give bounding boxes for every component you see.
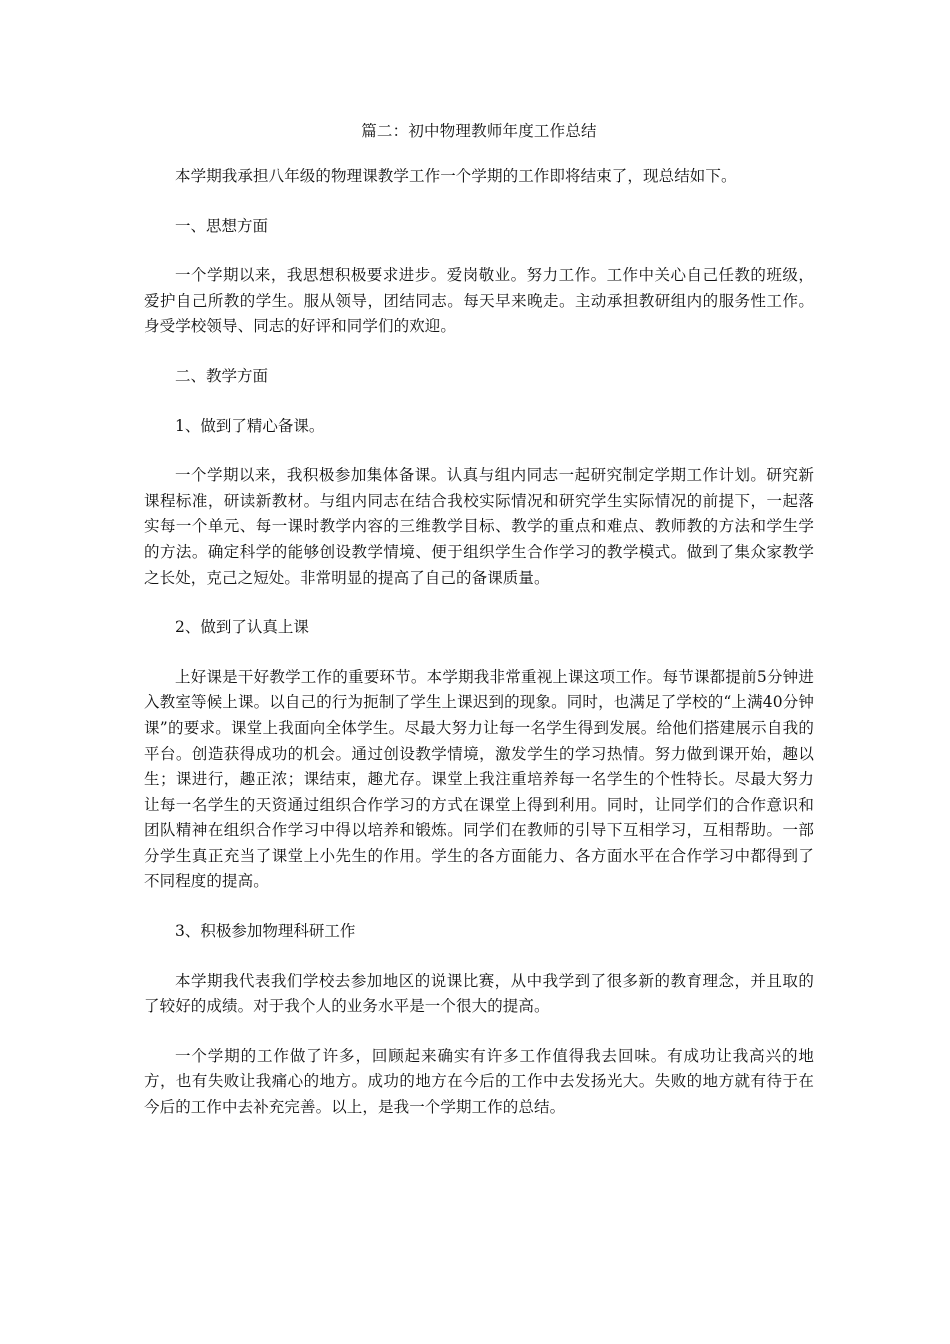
subheading-class-teaching: 2、做到了认真上课: [175, 618, 309, 637]
research-paragraph: 本学期我代表我们学校去参加地区的说课比赛，从中我学到了很多新的教育理念，并且取的了较好的成绩。对于我个人的业务水平是一个很大的提高。: [144, 971, 814, 1016]
section-heading-thought: 一、思想方面: [175, 216, 269, 235]
intro-paragraph: 本学期我承担八年级的物理课教学工作一个学期的工作即将结束了，现总结如下。: [175, 167, 737, 185]
section-heading-teaching: 二、教学方面: [175, 366, 269, 385]
document-title: 篇二：初中物理教师年度工作总结: [361, 122, 597, 140]
document-page: [144, 118, 814, 1145]
class-teaching-paragraph: 上好课是干好教学工作的重要环节。本学期我非常重视上课这项工作。每节课都提前5分钟进入教室等候上课。以自己的行为扼制了学生上课迟到的现象。同时，也满足了学校的“上满40分钟课”的要求。课堂上我面向全体学生。尽最大努力让每一名学生得到发展。给他们搭建展示自我的平台。创造获得成功的机会。通过创设教学情境，激发学生的学习热情。努力做到课开始，趣以生；课进行，趣正浓；课结束，趣尤存。课堂上我注重培养每一名学生的个性特长。尽最大努力让每一名学生的天资通过组织合作学习的方式在课堂上得到利用。同时，让同学们的合作意识和团队精神在组织合作学习中得以培养和锻炼。同学们在教师的引导下互相学习，互相帮助。一部分学生真正充当了课堂上小先生的作用。学生的各方面能力、各方面水平在合作学习中都得到了不同程度的提高。: [144, 667, 814, 891]
conclusion-paragraph: 一个学期的工作做了许多，回顾起来确实有许多工作值得我去回味。有成功让我高兴的地方，也有失败让我痛心的地方。成功的地方在今后的工作中去发扬光大。失败的地方就有待于在今后的工作中去补充完善。以上，是我一个学期工作的总结。: [144, 1046, 814, 1117]
subheading-lesson-prep: 1、做到了精心备课。: [175, 416, 325, 435]
thought-paragraph: 一个学期以来，我思想积极要求进步。爱岗敬业。努力工作。工作中关心自己任教的班级，爱护自己所教的学生。服从领导，团结同志。每天早来晚走。主动承担教研组内的服务性工作。身受学校领导、同志的好评和同学们的欢迎。: [144, 266, 814, 336]
subheading-research: 3、积极参加物理科研工作: [175, 922, 356, 941]
lesson-prep-paragraph: 一个学期以来，我积极参加集体备课。认真与组内同志一起研究制定学期工作计划。研究新课程标准，研读新教材。与组内同志在结合我校实际情况和研究学生实际情况的前提下，一起落实每一个单元、每一课时教学内容的三维教学目标、教学的重点和难点、教师教的方法和学生学的方法。确定科学的能够创设教学情境、便于组织学生合作学习的教学模式。做到了集众家教学之长处，克己之短处。非常明显的提高了自己的备课质量。: [144, 466, 814, 587]
